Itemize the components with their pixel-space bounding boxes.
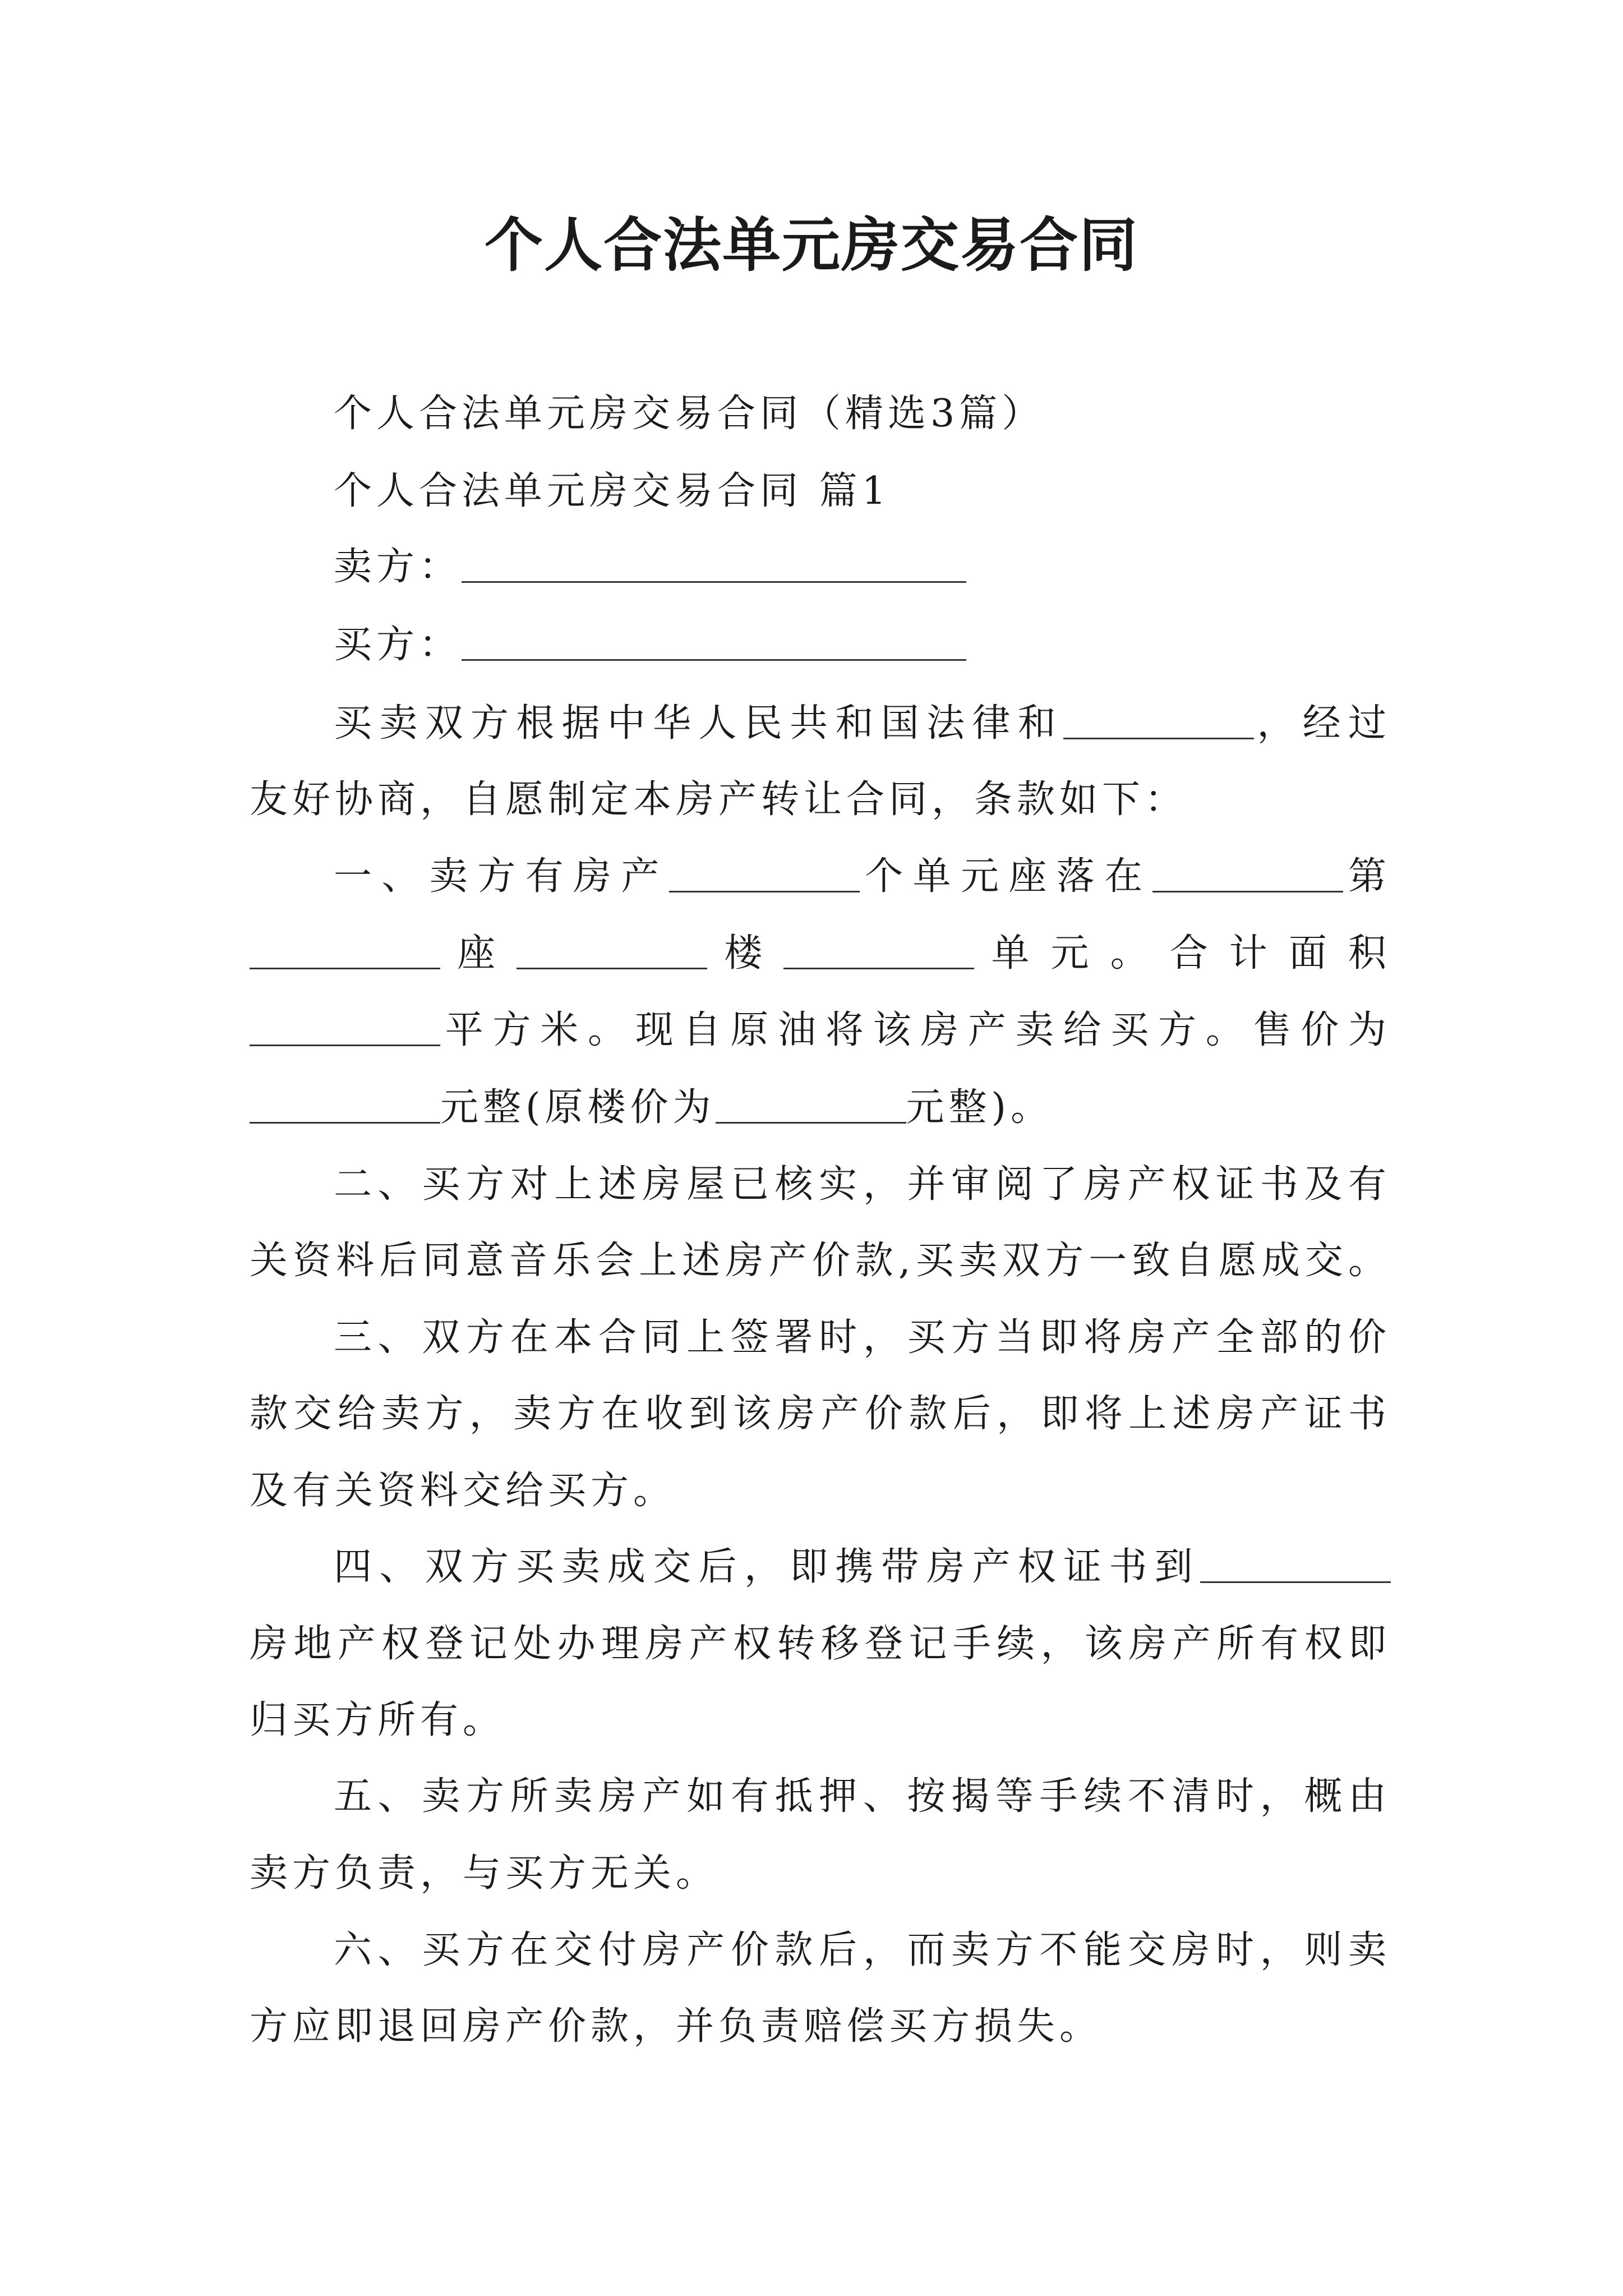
clause4-line-1 — [250, 1539, 1391, 1595]
clause5-line-2: 卖方负责，与买方无关。 — [250, 1851, 719, 1895]
seller-label: 卖方： — [334, 545, 462, 589]
buyer-blank[interactable] — [462, 621, 966, 661]
clause3-line-3: 及有关资料交给买方。 — [250, 1469, 676, 1513]
clause1-text-1a: 一、卖方有房产 — [334, 854, 669, 899]
clause2-line-2: 关资料后同意音乐会上述房产价款,买卖双方一致自愿成交。 — [250, 1239, 1391, 1283]
clause1-line-3 — [250, 1002, 1391, 1059]
clause1-text-4b: 元整)。 — [906, 1085, 1054, 1130]
clause1-text-2a: 座 — [440, 931, 517, 976]
unit-blank[interactable] — [783, 930, 974, 969]
clause3-line-2: 款交给卖方，卖方在收到该房产价款后，即将上述房产证书 — [250, 1392, 1391, 1436]
clause1-text-1b: 个单元座落在 — [859, 854, 1152, 899]
unit-count-blank[interactable] — [669, 853, 860, 892]
clause1-text-2c: 单元。合计面积 — [974, 931, 1391, 976]
building-blank[interactable] — [517, 930, 707, 969]
clause4-line-3: 归买方所有。 — [250, 1698, 506, 1742]
clause4-text-1: 四、双方买卖成交后，即携带房产权证书到 — [334, 1545, 1200, 1589]
clause3-line-1: 三、双方在本合同上签署时，买方当即将房产全部的价 — [334, 1315, 1391, 1360]
clause1-line-2 — [250, 926, 1391, 982]
intro-text-1a: 买卖双方根据中华人民共和国法律和 — [334, 701, 1064, 746]
original-price-blank[interactable] — [716, 1084, 906, 1124]
buyer-label: 买方： — [334, 623, 462, 667]
clause1-line-4 — [250, 1080, 1391, 1136]
clause2-line-1: 二、买方对上述房屋已核实，并审阅了房产权证书及有 — [334, 1162, 1391, 1207]
clause6-line-1: 六、买方在交付房产价款后，而卖方不能交房时，则卖 — [334, 1928, 1391, 1972]
price-blank[interactable] — [250, 1084, 440, 1124]
intro-text-1b: ，经过 — [1254, 701, 1391, 746]
intro-line-1 — [250, 696, 1391, 752]
document-title: 个人合法单元房交易合同 — [484, 210, 1138, 279]
subtitle: 个人合法单元房交易合同（精选3篇） — [334, 392, 1045, 436]
location-blank[interactable] — [1152, 853, 1343, 892]
area-blank[interactable] — [250, 1006, 440, 1046]
clause1-line-1 — [250, 849, 1391, 905]
clause4-line-2: 房地产权登记处办理房产权转移登记手续，该房产所有权即 — [250, 1622, 1391, 1666]
clause6-line-2: 方应即退回房产价款，并负责赔偿买方损失。 — [250, 2004, 1103, 2049]
intro-line-2: 友好协商，自愿制定本房产转让合同，条款如下： — [250, 777, 1188, 822]
clause1-text-1c: 第 — [1343, 854, 1391, 899]
section-heading: 个人合法单元房交易合同 篇1 — [334, 469, 891, 513]
registry-blank[interactable] — [1200, 1543, 1391, 1583]
clause1-text-3a: 平方米。现自原油将该房产卖给买方。售价为 — [440, 1008, 1391, 1052]
buyer-line — [250, 617, 1391, 673]
clause5-line-1: 五、卖方所卖房产如有抵押、按揭等手续不清时，概由 — [334, 1774, 1391, 1819]
seller-blank[interactable] — [462, 543, 966, 583]
law-blank[interactable] — [1063, 700, 1254, 739]
block-blank[interactable] — [250, 930, 440, 969]
clause1-text-2b: 楼 — [707, 931, 784, 976]
seller-line — [250, 539, 1391, 595]
clause1-text-4a: 元整(原楼价为 — [440, 1085, 716, 1130]
